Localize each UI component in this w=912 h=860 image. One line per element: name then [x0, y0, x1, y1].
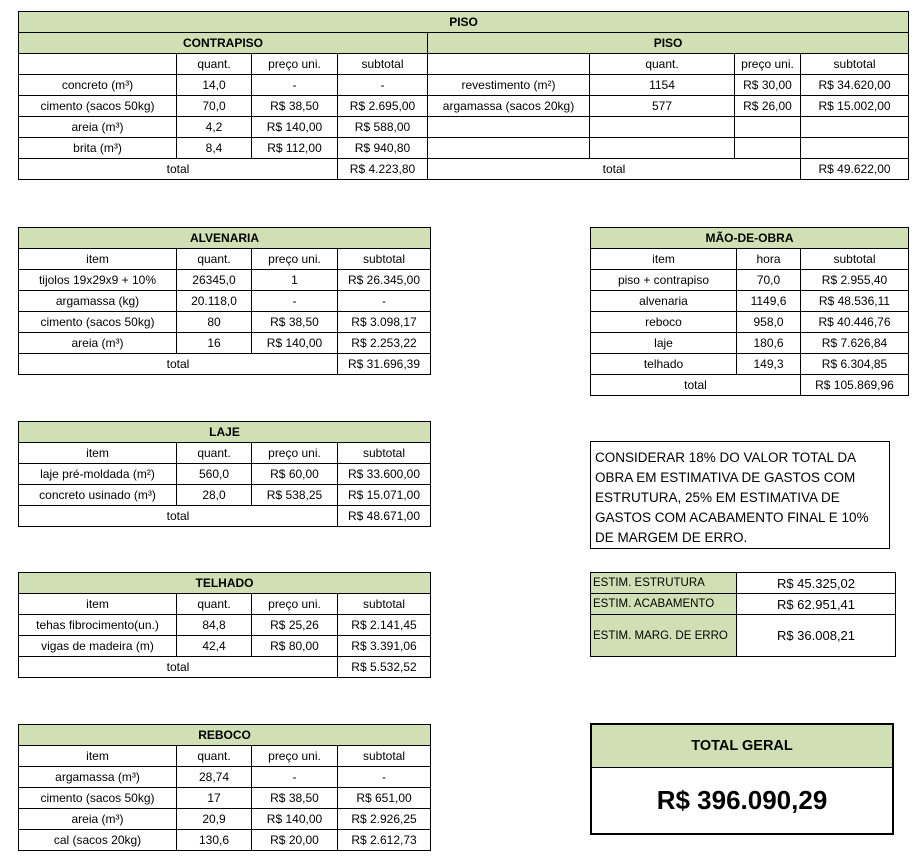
header-cell [428, 54, 590, 75]
cell: R$ 7.626,84 [801, 333, 909, 354]
table-header-row [19, 746, 431, 767]
estimate-note: CONSIDERAR 18% DO VALOR TOTAL DA OBRA EM ESTIMATIVA DE GASTOS COM ESTRUTURA, 25% EM ESTIMATIVA DE GASTOS COM ACABAMENTO FINAL E 10% DE MARGEM DE ERRO. [590, 441, 890, 549]
cell: 14,0 [177, 75, 252, 96]
cell: R$ 15.071,00 [338, 485, 431, 506]
table-header-row [19, 594, 431, 615]
total-label: total [428, 159, 801, 180]
cell: 1149,6 [737, 291, 801, 312]
total-label: total [19, 354, 338, 375]
cell: cimento (sacos 50kg) [19, 788, 177, 809]
header-cell: quant. [177, 54, 252, 75]
cell: cimento (sacos 50kg) [19, 96, 177, 117]
header-cell: subtotal [338, 249, 431, 270]
cell: R$ 2.955,40 [801, 270, 909, 291]
header-cell: item [591, 249, 737, 270]
estimate-value: R$ 36.008,21 [737, 615, 896, 657]
cell: laje [591, 333, 737, 354]
header-cell: subtotal [338, 54, 428, 75]
cell: R$ 80,00 [252, 636, 338, 657]
cell: cimento (sacos 50kg) [19, 312, 177, 333]
cell: piso + contrapiso [591, 270, 737, 291]
reboco-table [18, 724, 431, 851]
total-label: total [19, 657, 338, 678]
table-row [19, 830, 431, 851]
total-row [591, 375, 909, 396]
cell: R$ 140,00 [252, 333, 338, 354]
table-row [19, 138, 909, 159]
cell: R$ 538,25 [252, 485, 338, 506]
cell: R$ 588,00 [338, 117, 428, 138]
cell: - [252, 291, 338, 312]
table-row [19, 270, 431, 291]
header-cell: quant. [177, 746, 252, 767]
alvenaria-title: ALVENARIA [19, 228, 431, 249]
table-row [19, 788, 431, 809]
cell: argamassa (kg) [19, 291, 177, 312]
cell: 180,6 [737, 333, 801, 354]
cell: 130,6 [177, 830, 252, 851]
total-value: R$ 4.223,80 [338, 159, 428, 180]
cell: 577 [590, 96, 735, 117]
cell: R$ 112,00 [252, 138, 338, 159]
cell: argamassa (m³) [19, 767, 177, 788]
header-cell: quant. [177, 443, 252, 464]
cell [428, 117, 590, 138]
total-geral-box [590, 723, 894, 835]
header-cell: subtotal [801, 249, 909, 270]
table-row [19, 636, 431, 657]
cell: areia (m³) [19, 333, 177, 354]
table-row [591, 291, 909, 312]
cell: R$ 25,26 [252, 615, 338, 636]
total-value: R$ 31.696,39 [338, 354, 431, 375]
cell: R$ 40.446,76 [801, 312, 909, 333]
cell [735, 117, 801, 138]
total-geral-label: TOTAL GERAL [592, 725, 892, 768]
header-cell: item [19, 249, 177, 270]
cell: R$ 140,00 [252, 117, 338, 138]
table-row [19, 333, 431, 354]
cell [735, 138, 801, 159]
piso-section-title: PISO [19, 12, 909, 33]
laje-table [18, 421, 431, 527]
header-cell: preço uni. [252, 594, 338, 615]
estimate-label: ESTIM. ESTRUTURA [591, 573, 737, 594]
cell: 20,9 [177, 809, 252, 830]
cell: telhado [591, 354, 737, 375]
table-header-row [19, 54, 909, 75]
telhado-table [18, 572, 431, 678]
cell: R$ 30,00 [735, 75, 801, 96]
cell: brita (m³) [19, 138, 177, 159]
cell: argamassa (sacos 20kg) [428, 96, 590, 117]
header-cell: hora [737, 249, 801, 270]
header-cell [19, 54, 177, 75]
table-row [19, 809, 431, 830]
table-header-row [591, 249, 909, 270]
table-row [19, 75, 909, 96]
total-geral-value: R$ 396.090,29 [656, 785, 828, 815]
cell [590, 117, 735, 138]
cell: tehas fibrocimento(un.) [19, 615, 177, 636]
cell: cal (sacos 20kg) [19, 830, 177, 851]
cell: 560,0 [177, 464, 252, 485]
cell: R$ 2.926,25 [338, 809, 431, 830]
total-row [19, 354, 431, 375]
piso-section-table [18, 11, 909, 180]
cell: 70,0 [177, 96, 252, 117]
table-row [591, 354, 909, 375]
cell: 70,0 [737, 270, 801, 291]
cell: - [338, 291, 431, 312]
header-cell: item [19, 443, 177, 464]
total-row [19, 506, 431, 527]
cell: tijolos 19x29x9 + 10% [19, 270, 177, 291]
cell: 1154 [590, 75, 735, 96]
cell: 42,4 [177, 636, 252, 657]
cell: R$ 2.141,45 [338, 615, 431, 636]
cell: vigas de madeira (m) [19, 636, 177, 657]
cell: 28,0 [177, 485, 252, 506]
cell: 958,0 [737, 312, 801, 333]
cell: - [252, 75, 338, 96]
alvenaria-table [18, 227, 431, 375]
table-row [19, 464, 431, 485]
cell: R$ 26.345,00 [338, 270, 431, 291]
cell [428, 138, 590, 159]
cell: R$ 38,50 [252, 788, 338, 809]
mao-de-obra-title: MÃO-DE-OBRA [591, 228, 909, 249]
cell: R$ 2.612,73 [338, 830, 431, 851]
cell [801, 117, 909, 138]
estimate-label: ESTIM. MARG. DE ERRO [591, 615, 737, 657]
cell: R$ 38,50 [252, 96, 338, 117]
cell: 20.118,0 [177, 291, 252, 312]
table-row [591, 333, 909, 354]
estimate-value: R$ 62.951,41 [737, 594, 896, 615]
cell: laje pré-moldada (m²) [19, 464, 177, 485]
total-row [19, 159, 909, 180]
cell: reboco [591, 312, 737, 333]
estimate-row [591, 573, 896, 594]
total-value: R$ 105.869,96 [801, 375, 909, 396]
total-value: R$ 48.671,00 [338, 506, 431, 527]
cell: 8,4 [177, 138, 252, 159]
cell: 16 [177, 333, 252, 354]
cell: R$ 3.391,06 [338, 636, 431, 657]
estimate-row [591, 615, 896, 657]
cell [801, 138, 909, 159]
header-cell: item [19, 746, 177, 767]
header-cell: subtotal [338, 594, 431, 615]
cell: areia (m³) [19, 117, 177, 138]
telhado-title: TELHADO [19, 573, 431, 594]
total-value: R$ 5.532,52 [338, 657, 431, 678]
header-cell: quant. [177, 249, 252, 270]
mao-de-obra-table [590, 227, 909, 396]
reboco-title: REBOCO [19, 725, 431, 746]
cell: R$ 33.600,00 [338, 464, 431, 485]
estimate-row [591, 594, 896, 615]
header-cell: quant. [177, 594, 252, 615]
header-cell: item [19, 594, 177, 615]
estimate-value: R$ 45.325,02 [737, 573, 896, 594]
header-cell: preço uni. [252, 443, 338, 464]
table-row [591, 312, 909, 333]
cell: 4,2 [177, 117, 252, 138]
total-row [19, 657, 431, 678]
cell: R$ 48.536,11 [801, 291, 909, 312]
cell: - [338, 75, 428, 96]
table-row [19, 615, 431, 636]
table-row [591, 270, 909, 291]
header-cell: preço uni. [252, 746, 338, 767]
table-row [19, 117, 909, 138]
cell: revestimento (m²) [428, 75, 590, 96]
cell: - [338, 767, 431, 788]
cell: 84,8 [177, 615, 252, 636]
cell: R$ 34.620,00 [801, 75, 909, 96]
cell: R$ 2.695,00 [338, 96, 428, 117]
cell: R$ 26,00 [735, 96, 801, 117]
header-cell: preço uni. [252, 54, 338, 75]
table-row [19, 485, 431, 506]
cell: 26345,0 [177, 270, 252, 291]
header-cell: quant. [590, 54, 735, 75]
cell: 28,74 [177, 767, 252, 788]
table-row [19, 96, 909, 117]
estimates-table [590, 572, 896, 657]
cell: R$ 15.002,00 [801, 96, 909, 117]
laje-title: LAJE [19, 422, 431, 443]
cell: 149,3 [737, 354, 801, 375]
total-value: R$ 49.622,00 [801, 159, 909, 180]
estimate-label: ESTIM. ACABAMENTO [591, 594, 737, 615]
cell: R$ 20,00 [252, 830, 338, 851]
piso-title: PISO [428, 33, 909, 54]
header-cell: subtotal [338, 746, 431, 767]
table-row [19, 291, 431, 312]
contrapiso-title: CONTRAPISO [19, 33, 428, 54]
cell: R$ 60,00 [252, 464, 338, 485]
cell: R$ 3.098,17 [338, 312, 431, 333]
cell: 17 [177, 788, 252, 809]
cell: R$ 2.253,22 [338, 333, 431, 354]
cell [590, 138, 735, 159]
total-label: total [19, 506, 338, 527]
header-cell: subtotal [338, 443, 431, 464]
total-label: total [19, 159, 338, 180]
table-header-row [19, 443, 431, 464]
cell: alvenaria [591, 291, 737, 312]
cell: R$ 6.304,85 [801, 354, 909, 375]
table-header-row [19, 249, 431, 270]
cell: 1 [252, 270, 338, 291]
header-cell: preço uni. [252, 249, 338, 270]
cell: R$ 38,50 [252, 312, 338, 333]
cell: R$ 651,00 [338, 788, 431, 809]
cell: - [252, 767, 338, 788]
cell: concreto usinado (m³) [19, 485, 177, 506]
table-row [19, 312, 431, 333]
total-label: total [591, 375, 801, 396]
cell: areia (m³) [19, 809, 177, 830]
header-cell: preço uni. [735, 54, 801, 75]
cell: 80 [177, 312, 252, 333]
cell: R$ 140,00 [252, 809, 338, 830]
header-cell: subtotal [801, 54, 909, 75]
cell: R$ 940,80 [338, 138, 428, 159]
table-row [19, 767, 431, 788]
cell: concreto (m³) [19, 75, 177, 96]
